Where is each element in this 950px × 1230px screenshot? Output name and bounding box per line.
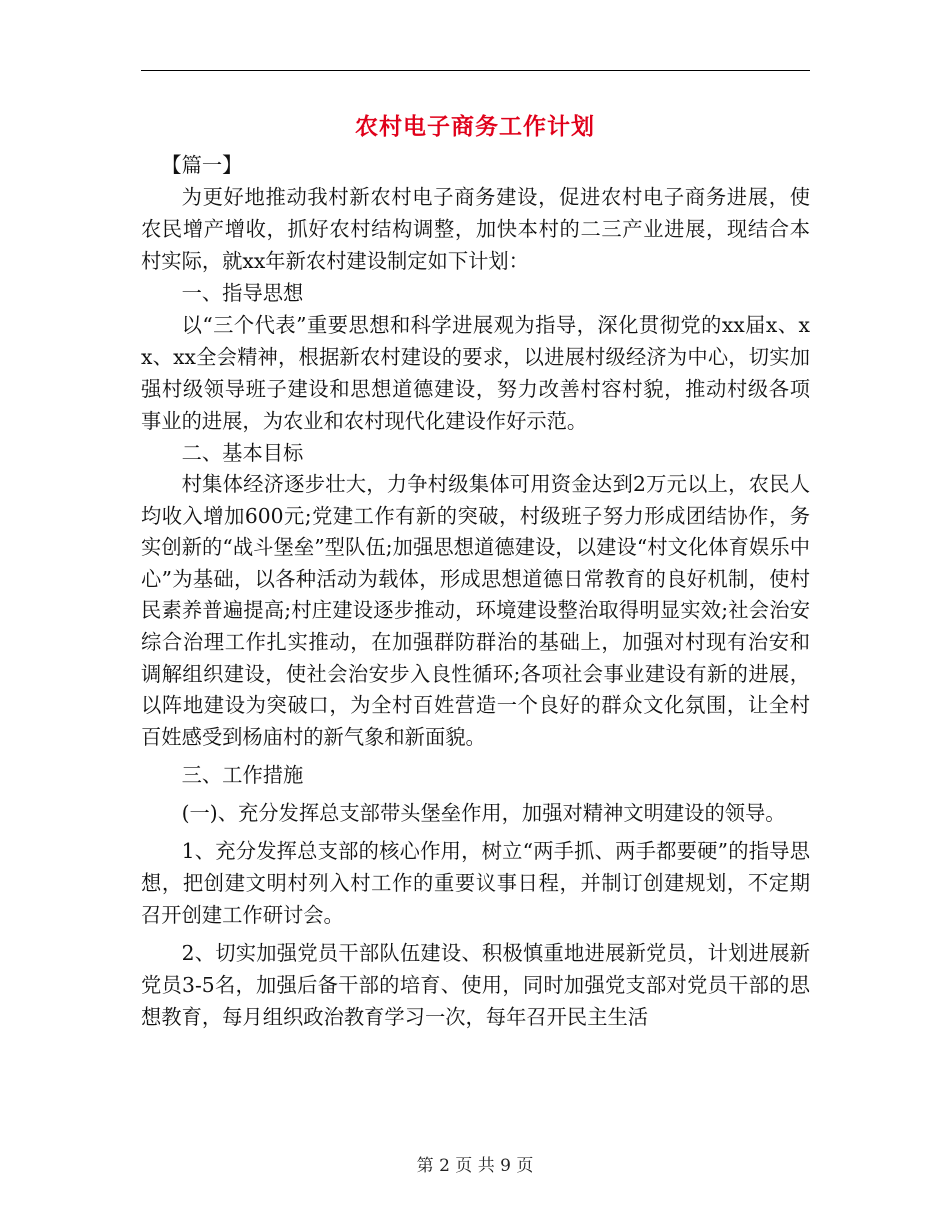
header-rule bbox=[141, 70, 810, 71]
page-footer: 第 2 页 共 9 页 bbox=[416, 1156, 534, 1176]
paragraph-intro: 为更好地推动我村新农村电子商务建设，促进农村电子商务进展，使农民增产增收，抓好农村结构调整，加快本村的二三产业进展，现结合本村实际，就xx年新农村建设制定如下计划： bbox=[141, 185, 810, 273]
paragraph-basic-goals: 村集体经济逐步壮大，力争村级集体可用资金达到2万元以上，农民人均收入增加600元;党建工作有新的突破，村级班子努力形成团结协作，务实创新的“战斗堡垒”型队伍;加强思想道德建设，以建设“村文化体育娱乐中心”为基础，以各种活动为载体，形成思想道德日常教育的良好机制，使村民素养普遍提高;村庄建设逐步推动，环境建设整治取得明显实效;社会治安综合治理工作扎实推动，在加强群防群治的基础上，加强对村现有治安和调解组织建设，使社会治安步入良性循环;各项社会事业建设有新的进展，以阵地建设为突破口，为全村百姓营造一个良好的群众文化氛围，让全村百姓感受到杨庙村的新气象和新面貌。 bbox=[141, 472, 810, 749]
section-marker: 【篇一】 bbox=[161, 153, 243, 177]
heading-guiding-ideology: 一、指导思想 bbox=[181, 281, 304, 305]
paragraph-measure-one: (一)、充分发挥总支部带头堡垒作用，加强对精神文明建设的领导。 bbox=[181, 801, 786, 826]
paragraph-guiding-ideology: 以“三个代表”重要思想和科学进展观为指导，深化贯彻党的xx届x、xx、xx全会精神，根据新农村建设的要求，以进展村级经济为中心，切实加强村级领导班子建设和思想道德建设，努力改善村容村貌，推动村级各项事业的进展，为农业和农村现代化建设作好示范。 bbox=[141, 313, 810, 433]
paragraph-item-1: 1、充分发挥总支部的核心作用，树立“两手抓、两手都要硬”的指导思想，把创建文明村列入村工作的重要议事日程，并制订创建规划，不定期召开创建工作研讨会。 bbox=[141, 839, 810, 928]
document-title: 农村电子商务工作计划 bbox=[355, 113, 595, 140]
heading-work-measures: 三、工作措施 bbox=[181, 763, 304, 788]
document-body bbox=[141, 149, 810, 1033]
paragraph-item-2: 2、切实加强党员干部队伍建设、积极慎重地进展新党员，计划进展新党员3-5名，加强后备干部的培育、使用，同时加强党支部对党员干部的思想教育，每月组织政治教育学习一次，每年召开民主生活 bbox=[141, 941, 810, 1030]
heading-basic-goals: 二、基本目标 bbox=[181, 441, 304, 465]
